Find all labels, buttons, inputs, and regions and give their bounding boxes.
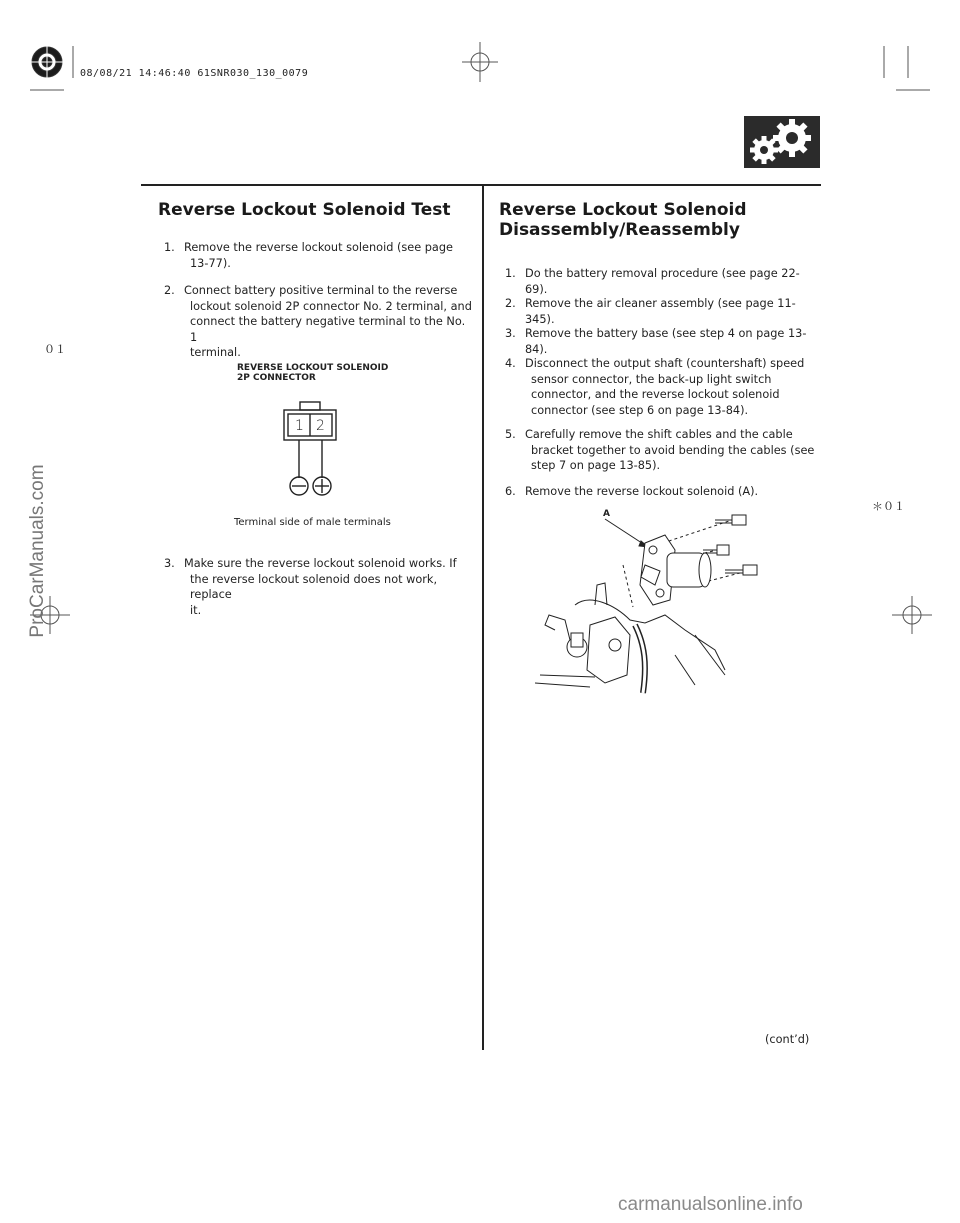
watermark-bottom: carmanualsonline.info <box>618 1194 803 1215</box>
bolt-icon <box>725 565 757 575</box>
left-step-2: 2. Connect battery positive terminal to the reverse lockout solenoid 2P connector No. 2 terminal, and connect the battery negative terminal to the No. 1 terminal. <box>164 284 472 359</box>
connector-latch <box>300 402 320 410</box>
crosshair-icon <box>892 596 932 634</box>
diagram-caption: Terminal side of male terminals <box>234 517 391 528</box>
right-step-1: 1. Do the battery removal procedure (see page 22-69). <box>505 267 800 296</box>
gears-icon <box>744 116 820 168</box>
left-step-1: 1. Remove the reverse lockout solenoid (see page 13-77). <box>164 241 453 270</box>
column-divider <box>482 186 484 1050</box>
terminal-2-label: 2 <box>316 418 325 434</box>
connector-label: REVERSE LOCKOUT SOLENOID 2P CONNECTOR <box>237 363 389 383</box>
left-step-3: 3. Make sure the reverse lockout solenoid works. If the reverse lockout solenoid does not work, replace it. <box>164 557 457 617</box>
right-step-6: 6. Remove the reverse lockout solenoid (A). <box>505 485 759 498</box>
continued-note: (cont’d) <box>765 1033 810 1046</box>
margin-code-right: ＊０１ <box>872 500 905 513</box>
left-section-title: Reverse Lockout Solenoid Test <box>158 200 451 220</box>
registration-target-icon <box>27 42 67 82</box>
margin-code-left: ０１ <box>44 343 66 356</box>
crosshair-icon <box>462 42 498 82</box>
right-step-2: 2. Remove the air cleaner assembly (see page 11-345). <box>505 297 796 326</box>
print-stamp: 08/08/21 14:46:40 61SNR030_130_0079 <box>80 68 309 79</box>
watermark-side: ProCarManuals.com <box>27 464 48 638</box>
callout-a-label: A <box>603 509 610 519</box>
right-step-3: 3. Remove the battery base (see step 4 on page 13-84). <box>505 327 807 356</box>
right-step-4: 4. Disconnect the output shaft (countershaft) speed sensor connector, the back-up light switch connector, and the reverse lockout solenoid connector (see step 6 on page 13-84). <box>505 357 805 417</box>
header-rule <box>141 184 821 186</box>
right-section-title: Reverse Lockout Solenoid Disassembly/Reassembly <box>499 200 747 240</box>
solenoid-illustration <box>535 505 765 695</box>
terminal-1-label: 1 <box>295 418 304 434</box>
bolt-icon <box>715 515 746 525</box>
right-step-5: 5. Carefully remove the shift cables and the cable bracket together to avoid bending the cables (see step 7 on page 13-85). <box>505 428 815 472</box>
connector-diagram <box>270 398 350 500</box>
